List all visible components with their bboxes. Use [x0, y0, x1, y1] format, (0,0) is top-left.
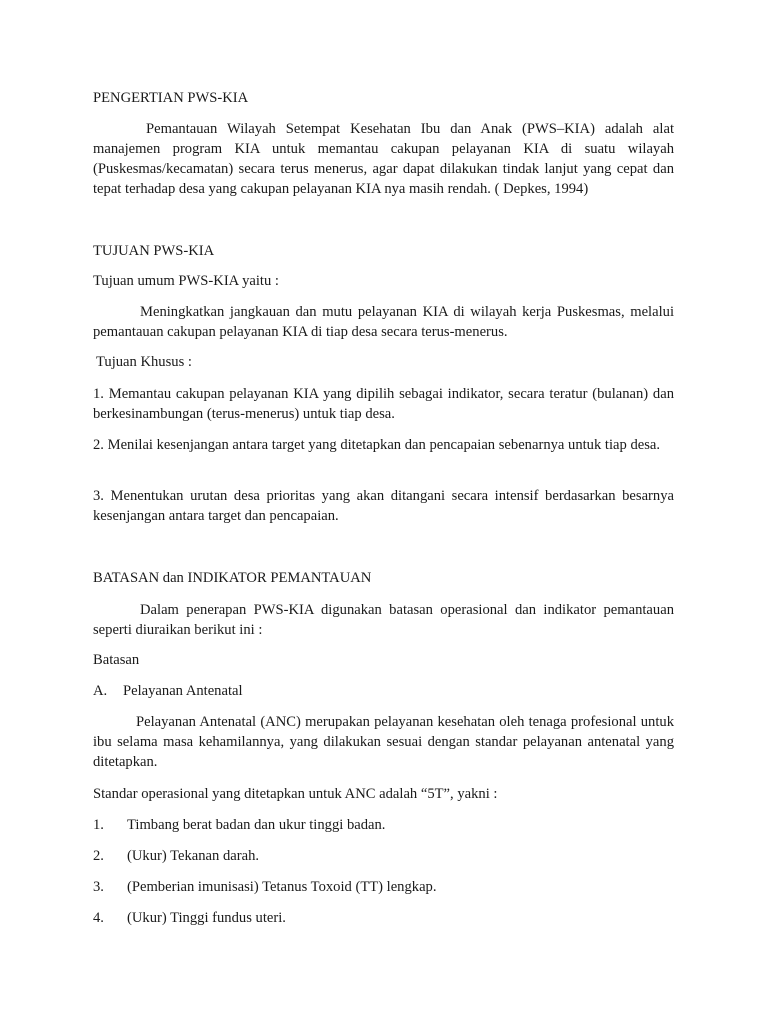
- paragraph-anc: Pelayanan Antenatal (ANC) merupakan pelayanan kesehatan oleh tenaga profesional untuk ibu selama masa kehamilannya, yang dilakukan sesuai dengan standar pelayanan antenatal yang ditetapkan.: [93, 714, 674, 770]
- list-item-text: (Ukur) Tinggi fundus uteri.: [127, 910, 286, 926]
- list-item-text: (Ukur) Tekanan darah.: [127, 848, 260, 864]
- list-item-number: 3.: [93, 879, 104, 895]
- list-item-text: Timbang berat badan dan ukur tinggi badan.: [127, 817, 386, 833]
- list-item-number: 4.: [93, 910, 104, 926]
- list-item-number: 1.: [93, 817, 104, 833]
- subheading-title: Pelayanan Antenatal: [123, 683, 243, 699]
- list-item-text: (Pemberian imunisasi) Tetanus Toxoid (TT) lengkap.: [127, 879, 437, 895]
- paragraph-batasan-intro: Dalam penerapan PWS-KIA digunakan batasan operasional dan indikator pemantauan seperti diuraikan berikut ini :: [93, 602, 674, 638]
- paragraph-tujuan-umum: Meningkatkan jangkauan dan mutu pelayanan KIA di wilayah kerja Puskesmas, melalui pemantauan cakupan pelayanan KIA di tiap desa secara terus-menerus.: [93, 304, 674, 340]
- list-item-tujuan-khusus: 2. Menilai kesenjangan antara target yang ditetapkan dan pencapaian sebenarnya untuk tiap desa.: [93, 437, 661, 453]
- label-tujuan-umum: Tujuan umum PWS-KIA yaitu :: [93, 273, 279, 289]
- list-item-number: 2.: [93, 848, 104, 864]
- subheading-marker: A.: [93, 683, 108, 699]
- list-item-tujuan-khusus: 1. Memantau cakupan pelayanan KIA yang dipilih sebagai indikator, secara teratur (bulanan) dan berkesinambungan (terus-menerus) untuk tiap desa.: [93, 386, 674, 422]
- label-batasan: Batasan: [93, 652, 140, 668]
- heading-pengertian: PENGERTIAN PWS-KIA: [93, 90, 249, 106]
- list-item-tujuan-khusus: 3. Menentukan urutan desa prioritas yang akan ditangani secara intensif berdasarkan besarnya kesenjangan antara target dan pencapaian.: [93, 488, 674, 524]
- heading-tujuan: TUJUAN PWS-KIA: [93, 243, 215, 259]
- heading-batasan: BATASAN dan INDIKATOR PEMANTAUAN: [93, 570, 372, 586]
- label-standar-5t: Standar operasional yang ditetapkan untuk ANC adalah “5T”, yakni :: [93, 786, 498, 802]
- paragraph-pengertian: Pemantauan Wilayah Setempat Kesehatan Ibu dan Anak (PWS–KIA) adalah alat manajemen program KIA untuk memantau cakupan pelayanan KIA di suatu wilayah (Puskesmas/kecamatan) secara terus menerus, agar dapat dilakukan tindak lanjut yang cepat dan tepat terhadap desa yang cakupan pelayanan KIA nya masih rendah. ( Depkes, 1994): [93, 121, 674, 197]
- label-tujuan-khusus: Tujuan Khusus :: [96, 354, 192, 370]
